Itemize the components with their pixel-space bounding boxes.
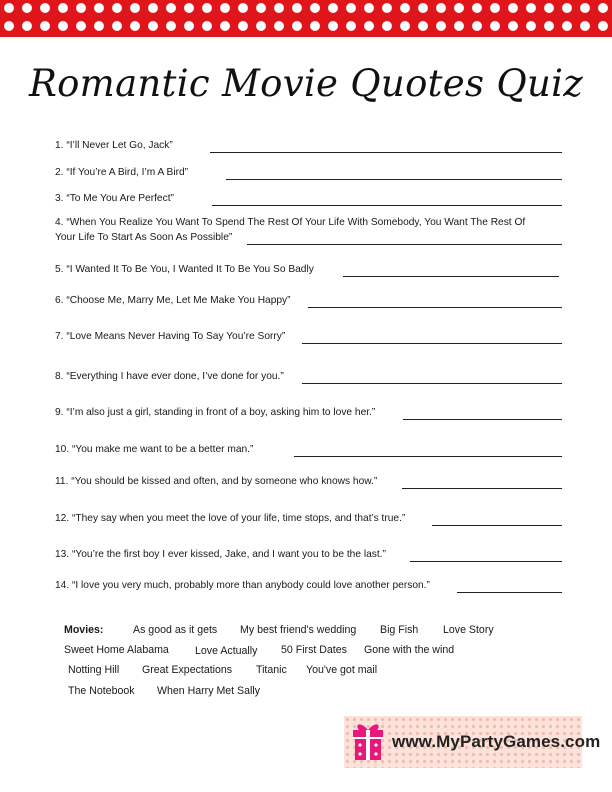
question-4: 4. “When You Realize You Want To Spend The Rest Of Your Life With Somebody, You Want The Rest Of [55,217,526,228]
movie-option: As good as it gets [133,624,218,636]
answer-line-9 [403,419,562,420]
answer-line-3 [212,205,562,206]
question-4-cont: Your Life To Start As Soon As Possible” [55,232,233,243]
question-1: 1. “I’ll Never Let Go, Jack” [55,140,173,151]
answer-line-10 [294,456,562,457]
movie-option: 50 First Dates [281,644,347,656]
answer-line-6 [308,307,562,308]
answer-line-4 [247,244,562,245]
question-14: 14. “I love you very much, probably more than anybody could love another person.” [55,580,430,591]
question-3: 3. “To Me You Are Perfect” [55,193,174,204]
question-9: 9. “I’m also just a girl, standing in front of a boy, asking him to love her.” [55,407,376,418]
question-7: 7. “Love Means Never Having To Say You’re Sorry” [55,331,286,342]
movie-option: You've got mail [306,664,378,676]
movie-option: Gone with the wind [364,644,455,656]
question-2: 2. “If You’re A Bird, I’m A Bird” [55,167,189,178]
movie-option: Great Expectations [142,664,233,676]
question-6: 6. “Choose Me, Marry Me, Let Me Make You Happy” [55,295,291,306]
answer-line-13 [410,561,562,562]
answer-line-14 [457,592,562,593]
answer-line-2 [226,179,562,180]
movies-label: Movies: [64,624,104,636]
brand-url[interactable]: www.MyPartyGames.com [392,732,601,751]
question-10: 10. “You make me want to be a better man.” [55,444,254,455]
answer-line-8 [302,383,562,384]
answer-line-5 [343,276,559,277]
polka-dot-banner [0,0,612,37]
page-title: Romantic Movie Quotes Quiz [28,62,584,105]
question-8: 8. “Everything I have ever done, I’ve done for you.” [55,371,284,382]
movie-option: Love Actually [195,645,258,657]
question-12: 12. “They say when you meet the love of your life, time stops, and that’s true.” [55,513,406,524]
movie-option: When Harry Met Sally [157,685,261,697]
question-13: 13. “You’re the first boy I ever kissed, Jake, and I want you to be the last.” [55,549,386,560]
gift-box-icon [350,720,386,762]
answer-line-12 [432,525,562,526]
movie-option: The Notebook [68,685,135,697]
answer-line-7 [302,343,562,344]
movie-option: My best friend's wedding [240,624,357,636]
question-11: 11. “You should be kissed and often, and by someone who knows how.” [55,476,378,487]
movie-option: Big Fish [380,624,419,636]
movie-option: Notting Hill [68,664,120,676]
answer-line-11 [402,488,562,489]
movie-option: Sweet Home Alabama [64,644,169,656]
movie-option: Love Story [443,624,494,636]
question-5: 5. “I Wanted It To Be You, I Wanted It To Be You So Badly [55,264,314,275]
answer-line-1 [210,152,562,153]
movie-option: Titanic [256,664,287,676]
